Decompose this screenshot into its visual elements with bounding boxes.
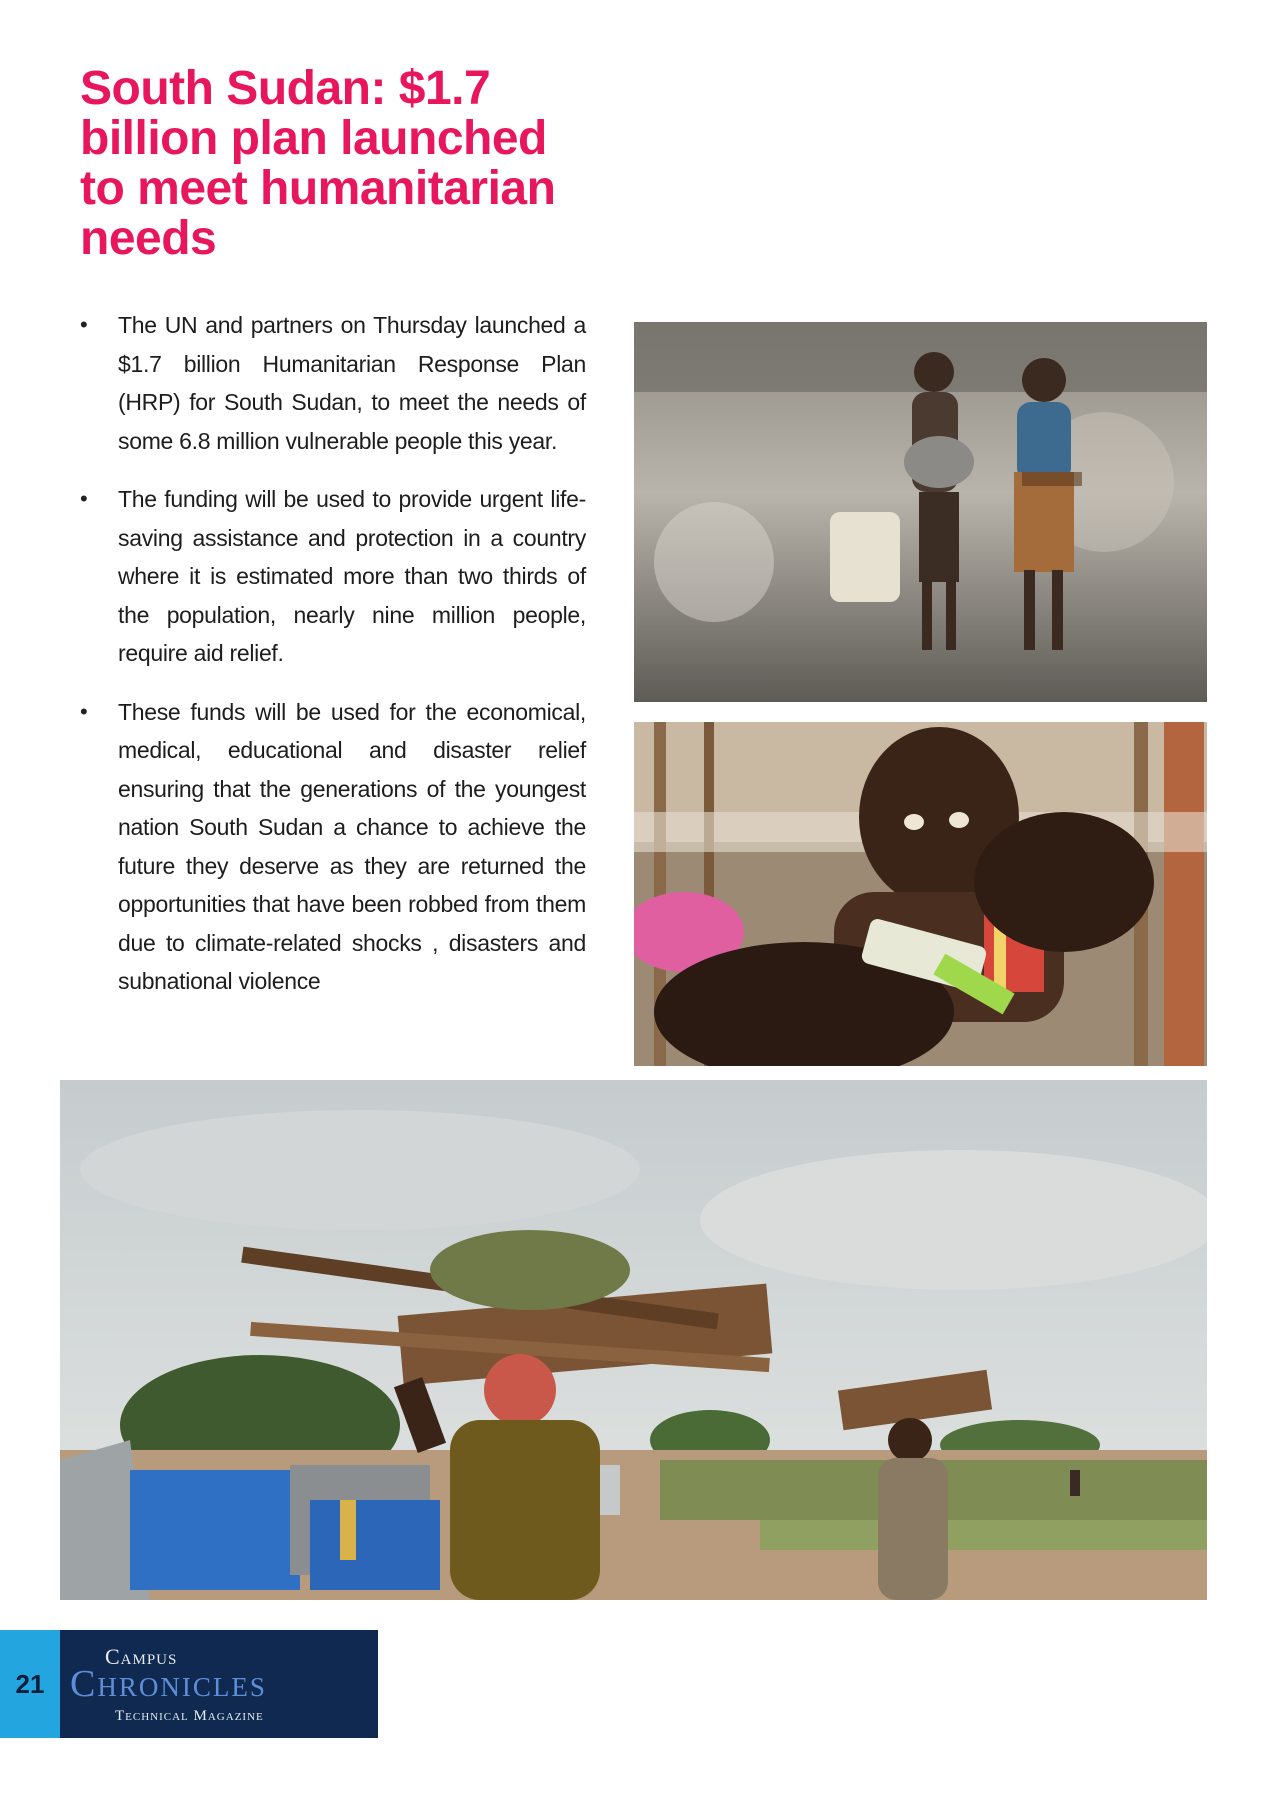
logo-line-1: Campus bbox=[105, 1644, 178, 1669]
photo-child-arm-measurement bbox=[634, 722, 1207, 1066]
photo-children-carrying-water bbox=[634, 322, 1207, 702]
bullet-dot-icon: • bbox=[80, 698, 88, 724]
bullet-item bbox=[80, 480, 586, 673]
photo-firewood-camp bbox=[60, 1080, 1207, 1600]
bullet-text: These funds will be used for the economical, medical, educational and disaster relief ensuring that the generations of the youngest nation South Sudan a chance to achieve the future they deserve as they are returned the opportunities that have been robbed from them due to climate-related shocks , disasters and subnational violence bbox=[118, 698, 586, 994]
bullet-item bbox=[80, 306, 586, 460]
bullet-list bbox=[80, 306, 586, 1021]
bullet-text: The UN and partners on Thursday launched a $1.7 billion Humanitarian Response Plan (HRP) for South Sudan, to meet the needs of some 6.8 million vulnerable people this year. bbox=[118, 312, 586, 454]
bullet-dot-icon: • bbox=[80, 486, 88, 511]
page-number: 21 bbox=[15, 1668, 45, 1699]
bullet-dot-icon: • bbox=[80, 312, 88, 337]
bullet-text: The funding will be used to provide urgent life-saving assistance and protection in a country where it is estimated more than two thirds of the population, nearly nine million people, require aid relief. bbox=[118, 486, 586, 666]
page-number-badge bbox=[0, 1630, 60, 1738]
logo-line-2: Chronicles bbox=[70, 1663, 267, 1705]
campus-chronicles-logo bbox=[60, 1630, 378, 1738]
bullet-item bbox=[80, 693, 586, 1001]
logo-line-3: Technical Magazine bbox=[115, 1708, 264, 1724]
article-headline: South Sudan: $1.7 billion plan launched to meet humanitarian needs bbox=[80, 62, 556, 265]
